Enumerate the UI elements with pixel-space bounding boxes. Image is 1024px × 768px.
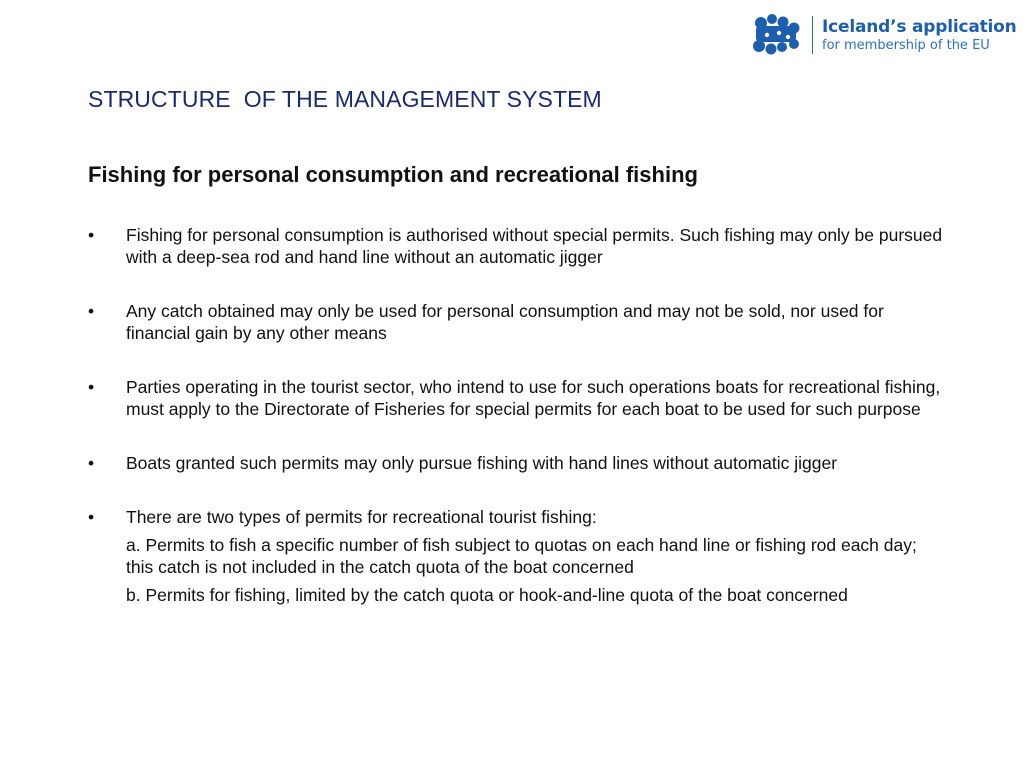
page-title: STRUCTURE OF THE MANAGEMENT SYSTEM (88, 86, 602, 112)
logo-text (822, 17, 1017, 54)
bullet-list (88, 224, 948, 638)
list-item (88, 376, 948, 420)
bullet-text: Boats granted such permits may only pursue fishing with hand lines without automatic jigger (126, 453, 838, 473)
list-item (88, 506, 948, 606)
puzzle-logo-icon (752, 14, 802, 56)
bullet-marker: • (88, 301, 95, 321)
bullet-marker: • (88, 507, 95, 527)
list-item (88, 300, 948, 344)
list-item (88, 224, 948, 268)
bullet-text: Fishing for personal consumption is authorised without special permits. Such fishing may only be pursued with a deep-sea rod and hand line without an automatic jigger (126, 225, 943, 267)
sub-item-b: b. Permits for fishing, limited by the catch quota or hook-and-line quota of the boat concerned (126, 585, 848, 605)
logo-line1: Iceland’s application (822, 16, 1017, 37)
bullet-text: There are two types of permits for recreational tourist fishing: (126, 507, 597, 527)
logo-divider (812, 16, 813, 54)
sub-item-a: a. Permits to fish a specific number of fish subject to quotas on each hand line or fishing rod each day; this catch is not included in the catch quota of the boat concerned (126, 535, 917, 577)
eu-application-logo (752, 14, 1017, 56)
list-item (88, 452, 948, 474)
logo-line2: for membership of the EU (822, 37, 990, 53)
bullet-marker: • (88, 453, 95, 473)
bullet-marker: • (88, 377, 95, 397)
bullet-text: Parties operating in the tourist sector, who intend to use for such operations boats for recreational fishing, must apply to the Directorate of Fisheries for special permits for each boat to be used for such purpose (126, 377, 941, 419)
bullet-text: Any catch obtained may only be used for personal consumption and may not be sold, nor used for financial gain by any other means (126, 301, 884, 343)
section-subtitle: Fishing for personal consumption and recreational fishing (88, 162, 698, 187)
bullet-marker: • (88, 225, 95, 245)
